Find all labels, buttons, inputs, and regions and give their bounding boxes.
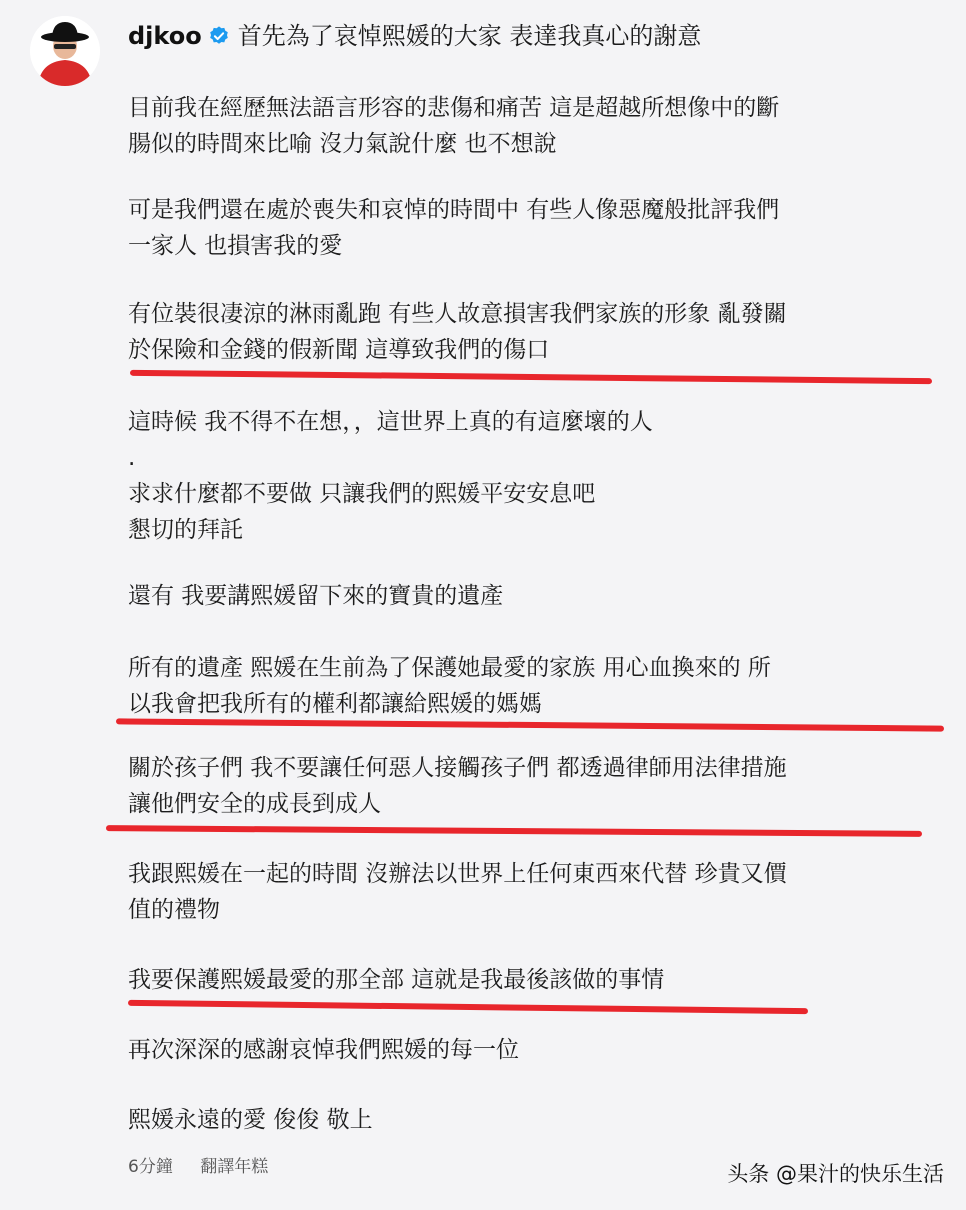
paragraph-8: 我跟熙媛在一起的時間 沒辦法以世界上任何東西來代替 珍貴又價 值的禮物 [128, 861, 787, 923]
paragraph-5: 還有 我要講熙媛留下來的寶貴的遺產 [128, 583, 504, 609]
post-footer [128, 1152, 290, 1177]
paragraph-11: 熙媛永遠的愛 俊俊 敬上 [128, 1107, 373, 1133]
paragraph-3: 有位裝很凄涼的淋雨亂跑 有些人故意損害我們家族的形象 亂發關 於保險和金錢的假新聞 這導致我們的傷口 [128, 301, 787, 363]
paragraph-6: 所有的遺產 熙媛在生前為了保護她最愛的家族 用心血換來的 所 以我會把我所有的權利都讓給熙媛的媽媽 [128, 655, 771, 717]
highlight-underline [130, 370, 932, 384]
verified-badge-icon [208, 25, 230, 47]
watermark: 头条 @果汁的快乐生活 [727, 1162, 944, 1186]
highlight-underline [106, 825, 922, 837]
username-link[interactable]: djkoo [128, 22, 202, 50]
paragraph-7: 關於孩子們 我不要讓任何惡人接觸孩子們 都透過律師用法律措施 讓他們安全的成長到成人 [128, 755, 787, 817]
avatar[interactable] [30, 16, 100, 86]
post-header [128, 22, 701, 50]
paragraph-1: 目前我在經歷無法語言形容的悲傷和痛苦 這是超越所想像中的斷 腸似的時間來比喻 沒力氣說什麼 也不想說 [128, 95, 780, 157]
header-text: 首先為了哀悼熙媛的大家 表達我真心的謝意 [237, 22, 702, 50]
paragraph-9: 我要保護熙媛最愛的那全部 這就是我最後該做的事情 [128, 967, 665, 993]
translate-button[interactable]: 翻譯年糕 [200, 1157, 269, 1177]
timestamp: 6分鐘 [128, 1157, 173, 1177]
paragraph-2: 可是我們還在處於喪失和哀悼的時間中 有些人像惡魔般批評我們 一家人 也損害我的愛 [128, 197, 780, 259]
avatar-icon [30, 16, 100, 86]
paragraph-4: 這時候 我不得不在想，，這世界上真的有這麼壞的人 . 求求什麼都不要做 只讓我們的熙媛平安安息吧 懇切的拜託 [128, 409, 653, 543]
highlight-underline [128, 1000, 808, 1014]
paragraph-10: 再次深深的感謝哀悼我們熙媛的每一位 [128, 1037, 519, 1063]
